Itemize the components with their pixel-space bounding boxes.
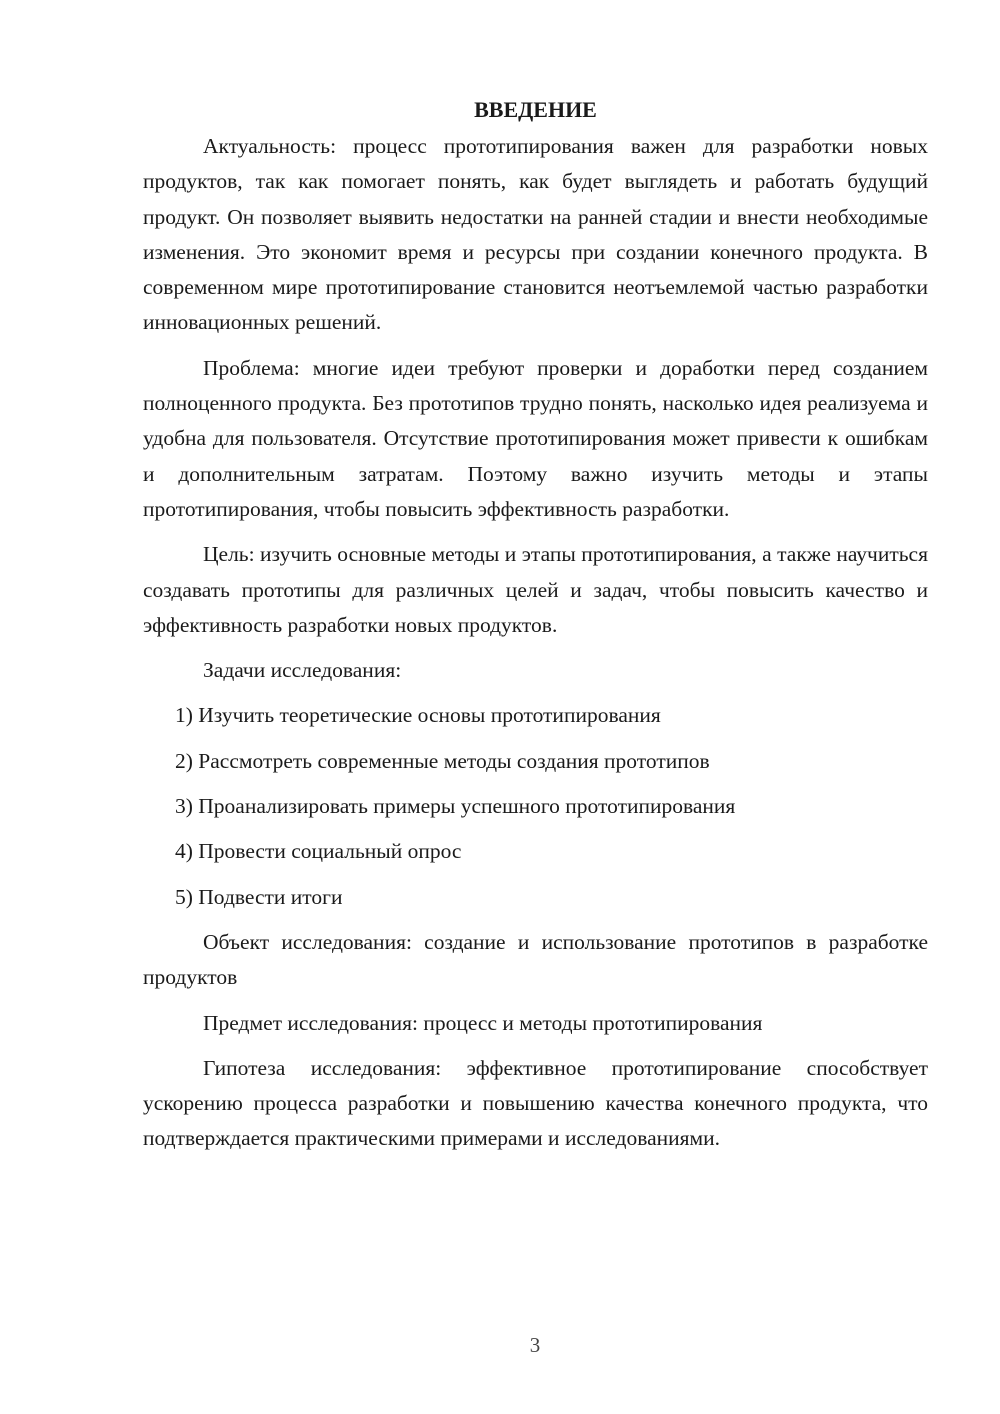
paragraph-hypothesis: Гипотеза исследования: эффективное прототипирование способствует ускорению процесса разработки и повышению качества конечного продукта, что подтверждается практическими примерами и исследованиями. [143,1055,928,1151]
paragraph-problem: Проблема: многие идеи требуют проверки и доработки перед созданием полноценного продукта. Без прототипов трудно понять, насколько идея реализуема и удобна для пользователя. Отсутствие прототипирования может привести к ошибкам и дополнительным затратам. Поэтому важно изучить методы и этапы прототипирования, чтобы повысить эффективность разработки. [143,355,928,521]
tasks-list [143,698,928,914]
page-number: 3 [529,1333,541,1357]
list-item: 5) Подвести итоги [175,884,343,909]
paragraph-object: Объект исследования: создание и использование прототипов в разработке продуктов [143,929,928,990]
page-content [143,92,928,1167]
tasks-heading: Задачи исследования: [203,658,402,683]
paragraph-relevance: Актуальность: процесс прототипирования важен для разработки новых продуктов, так как помогает понять, как будет выглядеть и работать будущий продукт. Он позволяет выявить недостатки на ранней стадии и внести необходимые изменения. Это экономит время и ресурсы при создании конечного продукта. В современном мире прототипирование становится неотъемлемой частью разработки инновационных решений. [143,134,928,335]
list-item: 1) Изучить теоретические основы прототипирования [175,703,661,728]
list-item: 2) Рассмотреть современные методы создания прототипов [175,748,710,773]
paragraph-goal: Цель: изучить основные методы и этапы прототипирования, а также научиться создавать прототипы для различных целей и задач, чтобы повысить качество и эффективность разработки новых продуктов. [143,542,928,637]
list-item: 3) Проанализировать примеры успешного прототипирования [175,794,736,819]
list-item: 4) Провести социальный опрос [175,839,462,864]
paragraph-subject: Предмет исследования: процесс и методы прототипирования [203,1010,763,1035]
section-heading: ВВЕДЕНИЕ [474,97,597,122]
